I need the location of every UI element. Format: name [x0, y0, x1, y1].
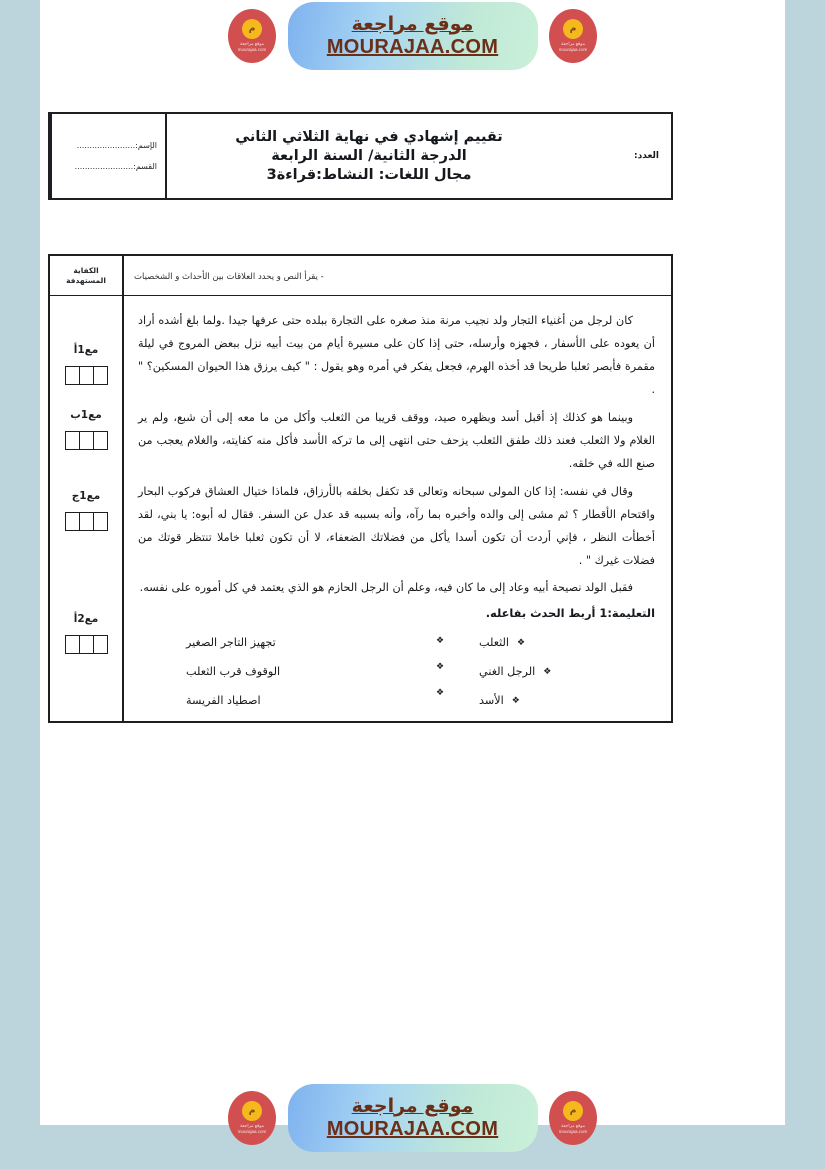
score-boxes[interactable] [65, 506, 108, 541]
competency-label-line-2: المستهدفة [66, 275, 106, 285]
exam-header-table [48, 112, 673, 200]
criteria-label: مع1ب [70, 409, 102, 421]
logo-caption: موقع مراجعة mourajaa.com [237, 41, 267, 52]
score-box-cells[interactable] [65, 635, 108, 654]
matching-event-label: اصطياد الفريسة [186, 694, 261, 708]
passage-paragraph: وقال في نفسه: إذا كان المولى سبحانه وتعالى قد تكفل بخلقه بالأرزاق، فلماذا ختيال العشاق فركوب البحار واقتحام الأقطار ؟ ثم مشى إلى والده وأخبره بما رآه، وأنه بسببه قد عدل عن السفر. فقال له أبوه: يا بني، لقد أخطأت النظر ، فإني أردت أن تكون أسدا يأكل من فضلاتك الضعفاء، لا أن تكون ثعلبا خاملا تنتظر قوتك من فضلات غيرك " . [138, 484, 655, 567]
mourajaa-logo-icon-right [549, 9, 597, 63]
competency-label-line-1: الكفاية [73, 265, 99, 275]
logo-caption: موقع مراجعة mourajaa.com [558, 1123, 588, 1134]
score-label: العدد: [634, 151, 659, 161]
criteria-block-1c [50, 460, 122, 541]
exam-title-line-2: الدرجة الثانية/ السنة الرابعة [271, 148, 467, 164]
matching-actor-item[interactable] [479, 636, 525, 649]
diamond-bullet-icon: ❖ [516, 637, 526, 648]
score-boxes[interactable] [65, 425, 108, 460]
task-instruction-1: التعليمة:1 أربط الحدث بفاعله. [485, 606, 655, 621]
matching-connector-bullet[interactable] [436, 636, 444, 646]
watermark-pill-top [288, 2, 538, 70]
watermark-site-url: MOURAJAA.COM [326, 1117, 499, 1140]
diamond-bullet-icon: ❖ [511, 695, 520, 706]
exam-title-line-1: تقييم إشهادي في نهاية الثلاثي الثاني [235, 129, 503, 145]
passage-paragraph: كان لرجل من أغنياء التجار ولد نجيب مرنة منذ صغره على التجارة ببلده حتى عرفها جيدا .ولما بلغ أشده أراد أن يعوده على الأسفار ، فجهزه وأرسله، حتى إذا كان على مسيرة أيام من بيت أبيه نزل ببعض المروج في ليلة مقمرة فأبصر ثعلبا طريحا قد أخذه الهرم، فجعل يفكر في أمره وهو يقول : " كيف يرزق هذا الحيوان المسكين؟ " . [138, 314, 655, 396]
score-box-cells[interactable] [65, 512, 108, 531]
watermark-arabic-text: موقع مراجعة [351, 12, 474, 35]
matching-column-actors [479, 636, 629, 707]
matching-exercise [124, 632, 671, 721]
watermark-arabic-text: موقع مراجعة [351, 1094, 474, 1117]
student-class-field: القسم:....................... [74, 162, 157, 171]
exam-title-line-3: مجال اللغات: النشاط:قراءة3 [266, 167, 472, 183]
criteria-label: مع1ج [71, 490, 101, 502]
passage-paragraph: وبينما هو كذلك إذ أقبل أسد وبظهره صيد، ووقف قريبا من الثعلب وأكل من ما معه إلى أن شبع، ولم ير الغلام ولا الثعلب فعند ذلك طفق الثعلب يزحف حتى انتهى إلى ما تركه الأسد فأكل منه كفايته، والغلام يعجب من صنع الله في خلقه. [138, 410, 655, 470]
criteria-block-1b [50, 395, 122, 460]
score-boxes[interactable] [65, 360, 108, 395]
passage-paragraph: فقبل الولد نصيحة أبيه وعاد إلى ما كان فيه، وعلم أن الرجل الحازم هو الذي يعتمد في كل أموره على نفسه. [139, 581, 633, 595]
score-box-cells[interactable] [65, 431, 108, 450]
mourajaa-logo-icon-left [228, 1091, 276, 1145]
matching-event-item[interactable] [186, 694, 261, 707]
matching-actor-label: الرجل الغني [479, 665, 536, 679]
matching-event-item[interactable] [186, 665, 280, 678]
watermark-banner-top [0, 0, 825, 72]
diamond-bullet-icon: ❖ [435, 662, 445, 673]
matching-actor-item[interactable] [479, 694, 520, 707]
criteria-block-2a [50, 541, 122, 664]
criteria-label: مع2أ [73, 613, 99, 625]
score-box-cells[interactable] [65, 366, 108, 385]
logo-mark: م [563, 19, 583, 39]
matching-event-label: الوقوف قرب الثعلب [186, 665, 281, 679]
mourajaa-logo-icon-right [549, 1091, 597, 1145]
matching-actor-label: الثعلب [479, 636, 509, 650]
matching-connector-bullet[interactable] [436, 662, 444, 672]
diamond-bullet-icon: ❖ [435, 688, 445, 699]
header-title-cell [165, 114, 571, 198]
matching-event-label: تجهيز التاجر الصغير [186, 636, 276, 650]
matching-column-events [166, 636, 401, 707]
diamond-bullet-icon: ❖ [543, 666, 552, 677]
logo-mark: م [242, 19, 262, 39]
matching-event-item[interactable] [186, 636, 276, 649]
score-boxes[interactable] [65, 629, 108, 664]
header-student-cell [50, 114, 165, 198]
matching-actor-label: الأسد [479, 694, 504, 708]
logo-mark: م [563, 1101, 583, 1121]
reading-passage [124, 296, 671, 632]
matching-actor-item[interactable] [479, 665, 551, 678]
criteria-block-1a [50, 296, 122, 395]
matching-connector-bullet[interactable] [436, 688, 444, 698]
criteria-score-column [50, 256, 122, 721]
criteria-label: مع1أ [73, 344, 99, 356]
mourajaa-logo-icon-left [228, 9, 276, 63]
matching-column-connectors [405, 636, 475, 707]
competency-statement-row [124, 256, 671, 296]
watermark-site-url: MOURAJAA.COM [326, 35, 499, 58]
student-name-field: الإسم:....................... [76, 141, 157, 150]
logo-caption: موقع مراجعة mourajaa.com [237, 1123, 267, 1134]
exam-body-table [48, 254, 673, 723]
header-score-cell [571, 114, 671, 198]
logo-mark: م [242, 1101, 262, 1121]
diamond-bullet-icon: ❖ [435, 636, 445, 647]
watermark-banner-bottom [0, 1082, 825, 1154]
watermark-pill-bottom [288, 1084, 538, 1152]
competency-header-label [50, 256, 122, 296]
competency-text: - يقرأ النص و يحدد العلاقات بين الأحداث و الشخصيات [134, 271, 324, 282]
exam-content-column [122, 256, 671, 721]
logo-caption: موقع مراجعة mourajaa.com [558, 41, 588, 52]
exam-document [48, 112, 673, 723]
